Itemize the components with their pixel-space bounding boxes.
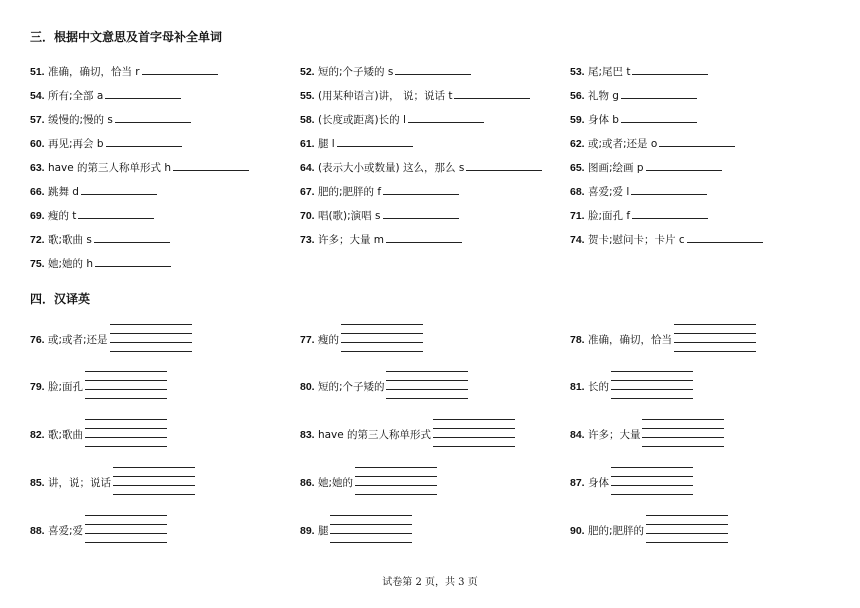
answer-line[interactable] xyxy=(355,486,437,495)
answer-lines[interactable] xyxy=(433,419,515,447)
fill-item xyxy=(30,231,170,247)
answer-blank[interactable] xyxy=(106,135,182,147)
fill-item xyxy=(30,207,154,223)
item-number: 85. xyxy=(30,477,45,489)
item-prompt: 肥的;肥胖的 f xyxy=(314,186,382,198)
fill-item xyxy=(30,159,249,175)
item-prompt: 唱(歌);演唱 s xyxy=(314,210,381,222)
item-number: 87. xyxy=(570,477,585,489)
item-prompt: (长度或距离)长的 l xyxy=(314,114,406,126)
item-prompt: 腿 l xyxy=(314,138,335,150)
answer-line[interactable] xyxy=(646,534,728,543)
item-prompt: 歌;歌曲 xyxy=(44,429,83,441)
item-number: 76. xyxy=(30,334,45,346)
translate-item xyxy=(570,380,609,394)
answer-line[interactable] xyxy=(386,390,468,399)
answer-line[interactable] xyxy=(330,525,412,534)
fill-item xyxy=(300,159,542,175)
translate-item xyxy=(570,524,644,538)
item-prompt: 短的;个子矮的 s xyxy=(314,66,394,78)
answer-lines[interactable] xyxy=(646,515,728,543)
item-number: 68. xyxy=(570,186,585,198)
fill-item xyxy=(30,255,171,271)
item-number: 72. xyxy=(30,234,45,246)
answer-line[interactable] xyxy=(611,372,693,381)
answer-lines[interactable] xyxy=(611,371,693,399)
answer-lines[interactable] xyxy=(355,467,437,495)
answer-blank[interactable] xyxy=(386,231,462,243)
answer-lines[interactable] xyxy=(85,371,167,399)
section-3-title: 三．根据中文意思及首字母补全单词 xyxy=(30,30,223,44)
item-prompt: 或;或者;还是 o xyxy=(584,138,658,150)
answer-line[interactable] xyxy=(110,334,192,343)
item-prompt: have 的第三人称单形式 h xyxy=(44,162,172,174)
answer-blank[interactable] xyxy=(173,159,249,171)
answer-blank[interactable] xyxy=(659,135,735,147)
answer-blank[interactable] xyxy=(408,111,484,123)
item-prompt: 贺卡;慰问卡；卡片 c xyxy=(584,234,685,246)
item-prompt: 身体 xyxy=(584,477,609,489)
answer-blank[interactable] xyxy=(646,159,722,171)
item-prompt: 她;她的 h xyxy=(44,258,93,270)
fill-item xyxy=(30,111,191,127)
answer-lines[interactable] xyxy=(85,419,167,447)
answer-blank[interactable] xyxy=(78,207,154,219)
fill-item xyxy=(570,135,735,151)
answer-blank[interactable] xyxy=(115,111,191,123)
answer-line[interactable] xyxy=(611,486,693,495)
item-prompt: 缓慢的;慢的 s xyxy=(44,114,113,126)
item-prompt: (表示大小或数量) 这么，那么 s xyxy=(314,162,465,174)
fill-item xyxy=(570,87,697,103)
item-number: 55. xyxy=(300,90,315,102)
item-number: 59. xyxy=(570,114,585,126)
answer-line[interactable] xyxy=(433,429,515,438)
answer-line[interactable] xyxy=(642,420,724,429)
item-number: 79. xyxy=(30,381,45,393)
answer-line[interactable] xyxy=(433,438,515,447)
translate-item xyxy=(300,428,431,442)
fill-item xyxy=(570,183,707,199)
translate-item xyxy=(30,380,83,394)
item-number: 88. xyxy=(30,525,45,537)
item-number: 60. xyxy=(30,138,45,150)
answer-line[interactable] xyxy=(85,420,167,429)
answer-line[interactable] xyxy=(674,325,756,334)
item-prompt: 所有;全部 a xyxy=(44,90,104,102)
answer-blank[interactable] xyxy=(94,231,170,243)
item-number: 80. xyxy=(300,381,315,393)
answer-line[interactable] xyxy=(110,325,192,334)
item-prompt: 瘦的 t xyxy=(44,210,77,222)
item-prompt: 她;她的 xyxy=(314,477,353,489)
answer-line[interactable] xyxy=(611,477,693,486)
answer-line[interactable] xyxy=(85,381,167,390)
translate-item xyxy=(300,476,353,490)
answer-blank[interactable] xyxy=(632,63,708,75)
answer-line[interactable] xyxy=(341,334,423,343)
item-prompt: 喜爱;爱 l xyxy=(584,186,630,198)
item-prompt: 图画;绘画 p xyxy=(584,162,644,174)
answer-line[interactable] xyxy=(113,468,195,477)
answer-line[interactable] xyxy=(611,390,693,399)
item-prompt: 身体 b xyxy=(584,114,619,126)
answer-blank[interactable] xyxy=(395,63,471,75)
translate-item xyxy=(300,333,339,347)
answer-blank[interactable] xyxy=(631,183,707,195)
answer-line[interactable] xyxy=(674,334,756,343)
item-prompt: 讲，说；说话 xyxy=(44,477,111,489)
item-number: 62. xyxy=(570,138,585,150)
answer-line[interactable] xyxy=(85,525,167,534)
item-prompt: 歌;歌曲 s xyxy=(44,234,92,246)
fill-item xyxy=(30,63,218,79)
item-number: 65. xyxy=(570,162,585,174)
answer-line[interactable] xyxy=(642,429,724,438)
fill-item xyxy=(300,207,459,223)
fill-item xyxy=(300,135,413,151)
fill-item xyxy=(570,159,722,175)
answer-line[interactable] xyxy=(113,477,195,486)
item-number: 74. xyxy=(570,234,585,246)
answer-line[interactable] xyxy=(341,325,423,334)
answer-blank[interactable] xyxy=(383,183,459,195)
fill-item xyxy=(30,135,182,151)
item-prompt: 再见;再会 b xyxy=(44,138,104,150)
item-prompt: 准确，确切，恰当 xyxy=(584,334,672,346)
answer-lines[interactable] xyxy=(85,515,167,543)
answer-blank[interactable] xyxy=(621,111,697,123)
answer-line[interactable] xyxy=(611,381,693,390)
section-4-title: 四．汉译英 xyxy=(30,292,91,306)
answer-lines[interactable] xyxy=(674,324,756,352)
fill-item xyxy=(570,207,708,223)
fill-item xyxy=(300,231,462,247)
answer-blank[interactable] xyxy=(105,87,181,99)
answer-line[interactable] xyxy=(113,486,195,495)
item-prompt: have 的第三人称单形式 xyxy=(314,429,432,441)
answer-line[interactable] xyxy=(85,516,167,525)
item-number: 52. xyxy=(300,66,315,78)
item-number: 73. xyxy=(300,234,315,246)
answer-line[interactable] xyxy=(355,468,437,477)
answer-blank[interactable] xyxy=(466,159,542,171)
answer-blank[interactable] xyxy=(95,255,171,267)
answer-line[interactable] xyxy=(330,516,412,525)
item-number: 84. xyxy=(570,429,585,441)
answer-blank[interactable] xyxy=(454,87,530,99)
item-prompt: 许多；大量 m xyxy=(314,234,385,246)
item-number: 90. xyxy=(570,525,585,537)
translate-item xyxy=(30,524,83,538)
answer-blank[interactable] xyxy=(81,183,157,195)
answer-lines[interactable] xyxy=(611,467,693,495)
item-prompt: 许多；大量 xyxy=(584,429,641,441)
answer-line[interactable] xyxy=(85,372,167,381)
item-prompt: 脸;面孔 xyxy=(44,381,83,393)
translate-item xyxy=(30,333,108,347)
item-prompt: 腿 xyxy=(314,525,329,537)
item-number: 51. xyxy=(30,66,45,78)
item-number: 77. xyxy=(300,334,315,346)
translate-item xyxy=(30,428,83,442)
answer-line[interactable] xyxy=(386,372,468,381)
item-number: 64. xyxy=(300,162,315,174)
answer-lines[interactable] xyxy=(386,371,468,399)
answer-line[interactable] xyxy=(355,477,437,486)
item-number: 86. xyxy=(300,477,315,489)
item-number: 70. xyxy=(300,210,315,222)
answer-lines[interactable] xyxy=(110,324,192,352)
item-prompt: 瘦的 xyxy=(314,334,339,346)
page-footer: 试卷第 2 页，共 3 页 xyxy=(382,577,478,588)
item-number: 78. xyxy=(570,334,585,346)
item-prompt: 脸;面孔 f xyxy=(584,210,631,222)
item-prompt: 礼物 g xyxy=(584,90,619,102)
translate-item xyxy=(570,428,640,442)
item-prompt: 跳舞 d xyxy=(44,186,79,198)
item-prompt: 尾;尾巴 t xyxy=(584,66,631,78)
answer-line[interactable] xyxy=(646,525,728,534)
item-number: 81. xyxy=(570,381,585,393)
fill-item xyxy=(300,87,530,103)
item-prompt: 短的;个子矮的 xyxy=(314,381,385,393)
item-prompt: 或;或者;还是 xyxy=(44,334,108,346)
answer-line[interactable] xyxy=(330,534,412,543)
item-number: 82. xyxy=(30,429,45,441)
answer-blank[interactable] xyxy=(337,135,413,147)
fill-item xyxy=(570,111,697,127)
item-number: 66. xyxy=(30,186,45,198)
answer-line[interactable] xyxy=(642,438,724,447)
answer-line[interactable] xyxy=(646,516,728,525)
answer-line[interactable] xyxy=(85,390,167,399)
item-prompt: 准确，确切，恰当 r xyxy=(44,66,140,78)
answer-blank[interactable] xyxy=(383,207,459,219)
answer-line[interactable] xyxy=(611,468,693,477)
item-number: 83. xyxy=(300,429,315,441)
item-prompt: 喜爱;爱 xyxy=(44,525,83,537)
answer-line[interactable] xyxy=(85,534,167,543)
translate-item xyxy=(570,333,672,347)
item-prompt: (用某种语言)讲， 说；说话 t xyxy=(314,90,453,102)
answer-line[interactable] xyxy=(341,343,423,352)
item-number: 58. xyxy=(300,114,315,126)
translate-item xyxy=(30,476,111,490)
answer-lines[interactable] xyxy=(113,467,195,495)
translate-item xyxy=(300,380,384,394)
item-number: 89. xyxy=(300,525,315,537)
item-number: 75. xyxy=(30,258,45,270)
answer-lines[interactable] xyxy=(642,419,724,447)
fill-item xyxy=(30,87,181,103)
item-number: 54. xyxy=(30,90,45,102)
item-number: 69. xyxy=(30,210,45,222)
item-number: 56. xyxy=(570,90,585,102)
answer-lines[interactable] xyxy=(330,515,412,543)
item-number: 57. xyxy=(30,114,45,126)
item-number: 71. xyxy=(570,210,585,222)
item-number: 61. xyxy=(300,138,315,150)
item-number: 53. xyxy=(570,66,585,78)
fill-item xyxy=(570,231,763,247)
fill-item xyxy=(30,183,157,199)
fill-item xyxy=(570,63,708,79)
answer-line[interactable] xyxy=(85,438,167,447)
answer-line[interactable] xyxy=(674,343,756,352)
answer-line[interactable] xyxy=(110,343,192,352)
answer-blank[interactable] xyxy=(632,207,708,219)
fill-item xyxy=(300,111,484,127)
answer-blank[interactable] xyxy=(621,87,697,99)
answer-blank[interactable] xyxy=(687,231,763,243)
translate-item xyxy=(300,524,328,538)
answer-blank[interactable] xyxy=(142,63,218,75)
fill-item xyxy=(300,183,459,199)
translate-item xyxy=(570,476,609,490)
answer-line[interactable] xyxy=(85,429,167,438)
answer-lines[interactable] xyxy=(341,324,423,352)
item-prompt: 肥的;肥胖的 xyxy=(584,525,644,537)
item-number: 63. xyxy=(30,162,45,174)
fill-item xyxy=(300,63,471,79)
item-number: 67. xyxy=(300,186,315,198)
answer-line[interactable] xyxy=(386,381,468,390)
answer-line[interactable] xyxy=(433,420,515,429)
item-prompt: 长的 xyxy=(584,381,609,393)
